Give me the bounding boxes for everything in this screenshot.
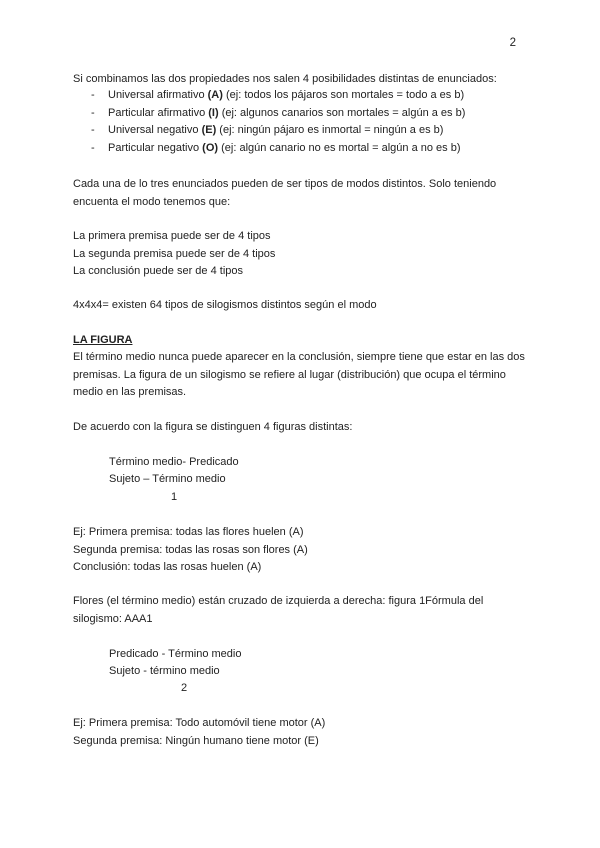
figure-1-line-2: Sujeto – Término medio (109, 473, 226, 485)
figuras-intro: De acuerdo con la figura se distinguen 4 figuras distintas: (73, 421, 353, 433)
total-line: 4x4x4= existen 64 tipos de silogismos distintos según el modo (73, 299, 377, 311)
proposition-list (91, 87, 465, 157)
figure-1-note: Flores (el término medio) están cruzado de izquierda a derecha: figura 1Fórmula del silogismo: AAA1 (73, 595, 484, 625)
figure-2-number: 2 (181, 682, 188, 694)
modes-paragraph: Cada una de lo tres enunciados pueden de ser tipos de modos distintos. Solo teniendo encuenta el modo tenemos que: (73, 178, 497, 208)
figure-2-line-1: Predicado - Término medio (109, 648, 242, 660)
intro-text: Si combinamos las dos propiedades nos salen 4 posibilidades distintas de enunciados: (73, 73, 497, 85)
example-2: Ej: Primera premisa: Todo automóvil tiene motor (A) Segunda premisa: Ningún humano tiene motor (E) (73, 717, 326, 747)
figure-2-line-2: Sujeto - término medio (109, 665, 220, 677)
list-item: - Universal negativo (E) (ej: ningún pájaro es inmortal = ningún a es b) (91, 124, 444, 136)
page-number: 2 (509, 37, 516, 49)
premises-block: La primera premisa puede ser de 4 tipos La segunda premisa puede ser de 4 tipos La conclusión puede ser de 4 tipos (73, 230, 276, 277)
list-item: - Particular afirmativo (I) (ej: algunos canarios son mortales = algún a es b) (91, 106, 466, 119)
figure-1-line-1: Término medio- Predicado (109, 456, 239, 468)
list-item: - Universal afirmativo (A) (ej: todos los pájaros son mortales = todo a es b) (91, 89, 465, 101)
example-1: Ej: Primera premisa: todas las flores huelen (A) Segunda premisa: todas las rosas son flores (A) Conclusión: todas las rosas huelen (A) (73, 526, 308, 573)
figura-paragraph: El término medio nunca puede aparecer en la conclusión, siempre tiene que estar en las dos premisas. La figura de un silogismo se refiere al lugar (distribución) que ocupa el término medio en las premisas. (73, 351, 525, 398)
section-heading: LA FIGURA (73, 334, 133, 346)
list-item: - Particular negativo (O) (ej: algún canario no es mortal = algún a no es b) (91, 141, 461, 154)
figure-1-number: 1 (171, 491, 178, 503)
